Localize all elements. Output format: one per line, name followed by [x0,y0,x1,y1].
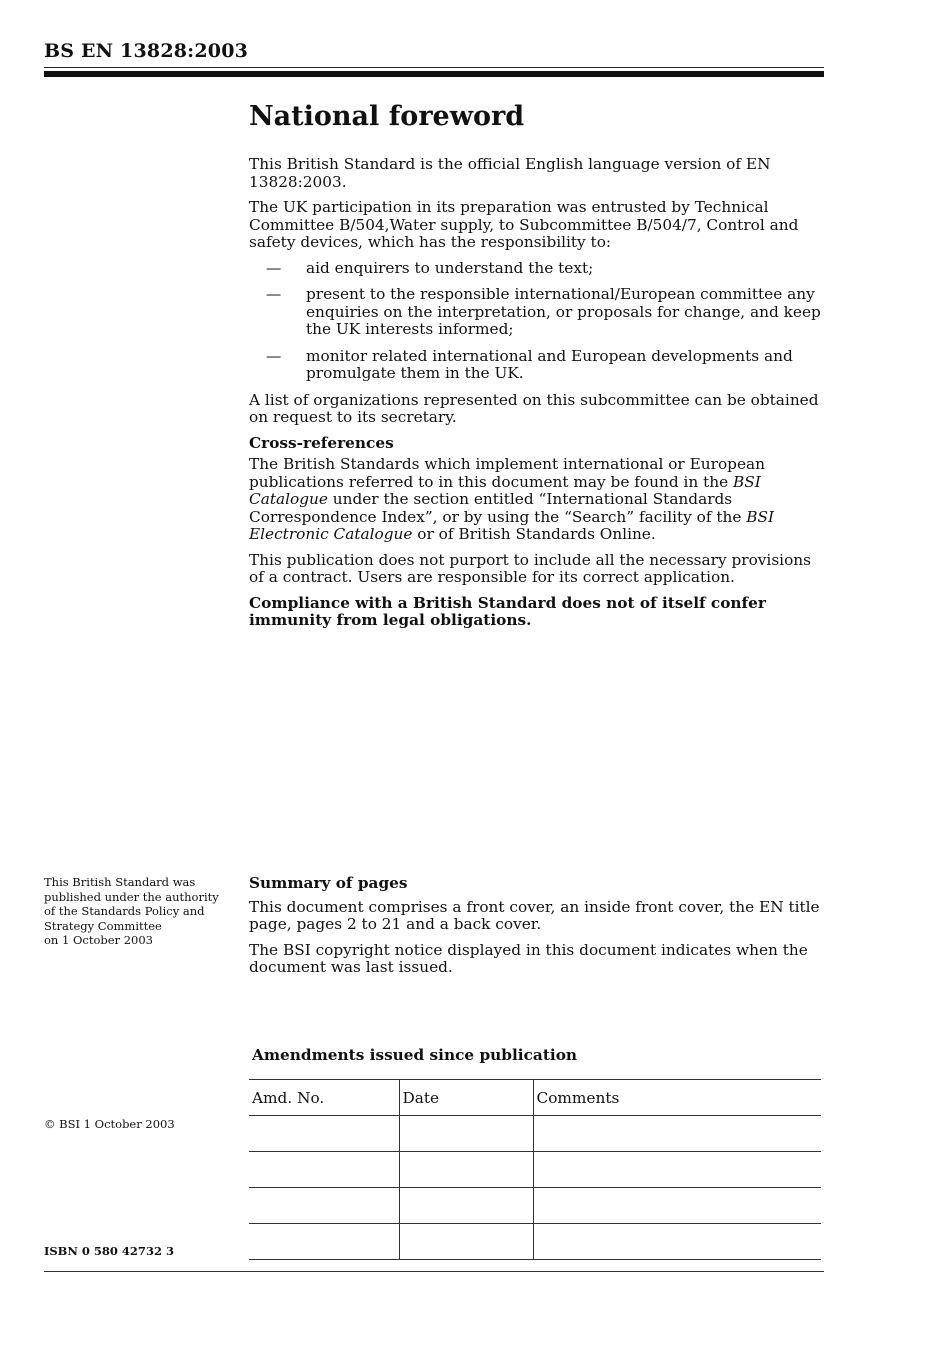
cross-ref-text: under the section entitled “International Standards Correspondence Index”, or by using the “Search” facility of the [249,490,747,526]
amendments-table [249,1079,821,1260]
summary-paragraph-2: The BSI copyright notice displayed in this document indicates when the document was last issued. [249,940,808,976]
dash-bullet: — [266,258,282,277]
cross-ref-text: The British Standards which implement international or European publications referred to in this document may be found in the [249,455,765,491]
table-cell [533,1116,821,1152]
table-row [249,1116,821,1152]
table-cell [533,1188,821,1224]
bsi-catalogue-title: BSI Catalogue [249,472,761,508]
table-cell [399,1152,533,1188]
publication-note-line: published under the authority [44,889,219,904]
summary-of-pages [249,875,829,985]
table-cell [399,1224,533,1260]
isbn-number: ISBN 0 580 42732 3 [44,1244,174,1258]
responsibility-item [249,260,829,278]
cross-references-paragraph [249,456,829,544]
publication-note-line: on 1 October 2003 [44,933,153,947]
publication-note-line: This British Standard was [44,875,196,889]
table-cell [399,1116,533,1152]
header-rule-thick [44,71,824,77]
column-header-amd-no: Amd. No. [249,1080,399,1116]
table-cell [399,1188,533,1224]
responsibility-item [249,286,829,339]
header-rule-thin [44,67,824,68]
dash-bullet: — [266,285,282,303]
publication-note-line: of the Standards Policy and [44,904,205,918]
cross-ref-text: or of British Standards Online. [412,525,656,543]
column-header-comments: Comments [533,1080,821,1116]
bsi-electronic-catalogue-title: BSI Electronic Catalogue [249,507,775,543]
table-cell [249,1188,399,1224]
table-row [249,1152,821,1188]
table-header-row [249,1080,821,1116]
summary-paragraph-1: This document comprises a front cover, an inside front cover, the EN title page, pages 2 to 21 and a back cover. [249,897,820,933]
dash-bullet: — [266,346,282,365]
table-cell [249,1116,399,1152]
cross-references-heading: Cross-references [249,433,394,452]
summary-heading: Summary of pages [249,874,408,892]
compliance-statement: Compliance with a British Standard does not of itself confer immunity from legal obligations. [249,593,766,629]
responsibility-text: present to the responsible international/European committee any enquiries on the interpretation, or proposals for change, and keep the UK interests informed; [306,285,821,338]
table-cell [249,1152,399,1188]
table-cell [533,1224,821,1260]
table-row [249,1224,821,1260]
footer-rule [44,1271,824,1272]
responsibility-text: aid enquirers to understand the text; [306,258,594,277]
table-cell [249,1224,399,1260]
foreword-body [249,156,829,638]
intro-paragraph-1: This British Standard is the official English language version of EN 13828:2003. [249,155,771,191]
table-cell [533,1152,821,1188]
amendments-table-body [249,1116,821,1260]
page-title: National foreword [249,101,525,132]
responsibility-item [249,348,829,383]
publication-note [44,875,234,948]
amendments-title: Amendments issued since publication [252,1046,578,1064]
organizations-paragraph: A list of organizations represented on this subcommittee can be obtained on request to its secretary. [249,390,819,426]
intro-paragraph-2: The UK participation in its preparation was entrusted by Technical Committee B/504,Water supply, to Subcommittee B/504/7, Control and safety devices, which has the responsibility to: [249,198,799,251]
copyright-notice: © BSI 1 October 2003 [44,1117,175,1131]
publication-note-line: Strategy Committee [44,918,162,933]
table-row [249,1188,821,1224]
provisions-paragraph: This publication does not purport to include all the necessary provisions of a contract. Users are responsible for its correct application. [249,550,811,586]
document-code: BS EN 13828:2003 [44,40,249,62]
column-header-date: Date [399,1080,533,1116]
responsibility-text: monitor related international and European developments and promulgate them in the UK. [306,346,793,382]
